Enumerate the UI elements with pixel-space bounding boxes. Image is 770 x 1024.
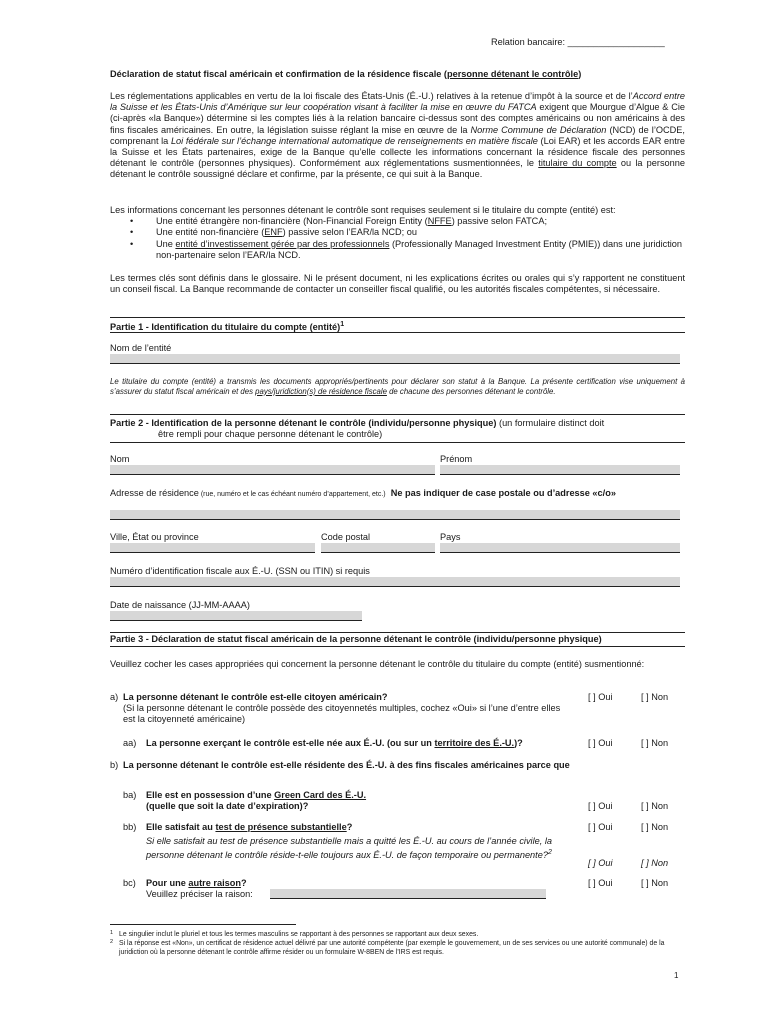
bullet-icon: •	[130, 216, 134, 227]
title-link: personne détenant le contrôle	[447, 69, 579, 79]
page-number: 1	[674, 971, 679, 980]
requirements-intro: Les informations concernant les personnes détenant le contrôle sont requises seulement si le titulaire du compte (entité) est:	[110, 205, 616, 215]
tax-residence-term: pays/juridiction(s) de résidence fiscale	[255, 386, 387, 396]
section-divider	[110, 332, 685, 333]
question-bc-non-checkbox[interactable]: [ ] Non	[641, 878, 669, 888]
question-bc-prefix: bc)	[123, 878, 136, 888]
question-bb-oui-checkbox[interactable]: [ ] Oui	[588, 822, 613, 832]
list-text: ) passive selon l’EAR/la NCD; ou	[282, 227, 417, 238]
footnotes	[110, 931, 685, 957]
enf-term: ENF	[264, 227, 283, 238]
list-text: Une	[156, 238, 176, 249]
title-end: )	[578, 69, 582, 79]
adresse-warning: Ne pas indiquer de case postale ou d’adresse «c/o»	[390, 488, 616, 498]
section-divider	[110, 317, 685, 318]
question-bb-non-checkbox[interactable]: [ ] Non	[641, 822, 669, 832]
reason-label: Veuillez préciser la raison:	[146, 889, 253, 899]
footnote-item	[110, 931, 685, 940]
list-text: Une entité étrangère non-financière (Non-Financial Foreign Entity (	[156, 216, 428, 227]
followup-text: Si elle satisfait au test de présence substantielle mais a quitté les É.-U. au cours de l’année civile, la personne détenant le contrôle réside-t-elle toujours aux É.-U. de façon temporaire ou permanente?	[146, 836, 552, 861]
list-text: (Professionally Managed Investment Entity (PMIE)) dans une juridiction non-partenaire selon l’EAR/la NCD.	[156, 238, 683, 260]
intro-text: (Loi EAR) et les accords EAR entre la Suisse et les États partenaires, exige de la Banque qu’elle collecte les informations concernant la résidence fiscale des personnes détenant le contrôle (personnes physiques). Conformément aux réglementations susmentionnées, le	[110, 135, 685, 169]
nffe-term: NFFE	[427, 216, 452, 227]
part1-note	[110, 377, 685, 396]
intro-text: exigent que Mourgue d’Algue & Cie (ci-après «la Banque») détermine si les comptes liés à la relation bancaire ci-dessus sont des comptes américains ou non américains à des fins fiscales américaines. En outre, la législation suisse réglant la mise en œuvre de la	[110, 102, 685, 135]
question-a	[123, 692, 563, 726]
footnote-number: 1	[110, 930, 114, 936]
footnote-ref: 1	[340, 321, 345, 328]
question-aa-text: )?	[514, 738, 523, 748]
question-bb-followup-oui-checkbox[interactable]: [ ] Oui	[588, 858, 613, 868]
nom-label: Nom	[110, 454, 130, 464]
reason-field[interactable]	[270, 889, 546, 899]
section-divider	[110, 442, 685, 443]
question-aa	[146, 738, 576, 749]
intro-paragraph	[110, 91, 685, 181]
fatca-agreement-title: Accord entre la Suisse et les États-Unis d’Amérique sur leur coopération visant à faciliter la mise en œuvre du FATCA	[110, 91, 685, 113]
prenom-label: Prénom	[440, 454, 473, 464]
question-ba-text: Elle est en possession d’une	[146, 790, 275, 800]
prenom-field[interactable]	[440, 465, 680, 475]
part3-intro: Veuillez cocher les cases appropriées qui concernent la personne détenant le contrôle du titulaire du compte (entité) susmentionné:	[110, 659, 645, 669]
question-b: La personne détenant le contrôle est-elle résidente des É.-U. à des fins fiscales américaines parce que	[123, 760, 570, 770]
list-item	[110, 216, 685, 227]
disclaimer-paragraph: Les termes clés sont définis dans le glossaire. Ni le présent document, ni les explications écrites ou orales qui s’y rapportent ne constituent un conseil fiscal. La Banque recommande de contacter un conseiller fiscal qualifié, ou les autorités fiscales compétentes, si nécessaire.	[110, 273, 685, 295]
question-bb-text: ?	[346, 822, 353, 832]
footnote-item	[110, 940, 685, 958]
intro-text: Les réglementations applicables en vertu de la loi fiscale des États-Unis (É.-U.) relatives à la retenue d’impôt à la source et de l’	[110, 91, 633, 101]
ville-field[interactable]	[110, 543, 315, 553]
question-ba	[146, 790, 566, 812]
substantial-presence-term: test de présence substantielle	[215, 822, 347, 832]
nif-field[interactable]	[110, 577, 680, 587]
question-bc-oui-checkbox[interactable]: [ ] Oui	[588, 878, 613, 888]
adresse-hint: (rue, numéro et le cas échéant numéro d’appartement, etc.)	[198, 491, 386, 498]
document-title	[110, 69, 685, 80]
list-text: Une entité non-financière (	[156, 227, 265, 238]
question-a-oui-checkbox[interactable]: [ ] Oui	[588, 692, 613, 702]
question-ba-non-checkbox[interactable]: [ ] Non	[641, 801, 669, 811]
question-bb-followup	[146, 836, 566, 861]
list-item	[110, 239, 685, 261]
title-main: Déclaration de statut fiscal américain et confirmation de la résidence fiscale (	[110, 69, 447, 79]
titulaire-link: titulaire du compte	[538, 158, 617, 169]
ville-label: Ville, État ou province	[110, 532, 199, 542]
list-text: ) passive selon FATCA;	[451, 216, 547, 227]
question-ba-oui-checkbox[interactable]: [ ] Oui	[588, 801, 613, 811]
question-bb-followup-non-checkbox[interactable]: [ ] Non	[641, 858, 669, 868]
bullet-icon: •	[130, 238, 134, 249]
part1-title-text: Partie 1 - Identification du titulaire du compte (entité)	[110, 322, 341, 333]
section-divider	[110, 414, 685, 415]
question-bb	[146, 822, 566, 833]
entity-requirements	[110, 205, 685, 261]
green-card-term: Green Card des É.-U.	[274, 790, 367, 800]
question-b-prefix: b)	[110, 760, 119, 770]
part2-title-tail: (un formulaire distinct doit	[496, 418, 605, 428]
question-bc	[146, 878, 346, 889]
intro-text: (NCD) de l’OCDE, comprenant la	[110, 124, 685, 146]
ncd-name: Norme Commune de Déclaration	[470, 124, 607, 135]
code-postal-label: Code postal	[321, 532, 371, 542]
bullet-icon: •	[130, 227, 134, 238]
question-aa-prefix: aa)	[123, 738, 137, 748]
adresse-text: Adresse de résidence	[110, 488, 199, 498]
relation-bancaire-label: Relation bancaire: ___________________	[491, 37, 665, 47]
part2-title-text: Partie 2 - Identification de la personne détenant le contrôle (individu/personne physique)	[110, 418, 497, 428]
entity-name-field[interactable]	[110, 354, 680, 364]
footnote-ref: 2	[547, 849, 552, 857]
question-bb-prefix: bb)	[123, 822, 137, 832]
adresse-label	[110, 488, 670, 500]
ddn-label: Date de naissance (JJ-MM-AAAA)	[110, 600, 250, 610]
nom-field[interactable]	[110, 465, 435, 475]
part2-title	[110, 418, 685, 429]
question-bc-text: Pour une	[146, 878, 189, 888]
footnote-text: Le singulier inclut le pluriel et tous les termes masculins se rapportant à des personnes se rapportant aux deux sexes.	[119, 931, 479, 938]
question-a-prefix: a)	[110, 692, 119, 702]
entity-name-label: Nom de l’entité	[110, 343, 172, 353]
part3-title: Partie 3 - Déclaration de statut fiscal américain de la personne détenant le contrôle (individu/personne physique)	[110, 634, 602, 644]
other-reason-term: autre raison	[188, 878, 241, 888]
question-a-non-checkbox[interactable]: [ ] Non	[641, 692, 669, 702]
us-territory-term: territoire des É.-U.	[434, 738, 515, 748]
question-a-hint: (Si la personne détenant le contrôle possède des citoyennetés multiples, cochez «Oui» si l’une d’entre elles est la citoyenneté américaine)	[123, 703, 561, 725]
question-bc-text: ?	[240, 878, 247, 888]
code-postal-field[interactable]	[321, 543, 435, 553]
question-ba-prefix: ba)	[123, 790, 137, 800]
question-aa-oui-checkbox[interactable]: [ ] Oui	[588, 738, 613, 748]
part2-title-line2: être rempli pour chaque personne détenant le contrôle)	[158, 429, 383, 439]
pays-label: Pays	[440, 532, 461, 542]
footnote-separator	[110, 924, 296, 925]
question-a-text: La personne détenant le contrôle est-elle citoyen américain?	[123, 692, 388, 702]
footnote-number: 2	[110, 938, 114, 945]
question-ba-text-line2: (quelle que soit la date d’expiration)?	[146, 801, 309, 812]
entity-types-list	[110, 216, 685, 261]
ddn-field[interactable]	[110, 611, 362, 621]
question-aa-text: La personne exerçant le contrôle est-elle née aux É.-U. (ou sur un	[146, 738, 435, 748]
pays-field[interactable]	[440, 543, 680, 553]
pmie-term: entité d’investissement gérée par des professionnels	[175, 238, 390, 249]
note-text: de chacune des personnes détenant le contrôle.	[386, 386, 556, 396]
note-text: Le titulaire du compte (entité) a transmis les documents appropriés/pertinents pour déclarer son statut à la Banque. La présente certification vise uniquement à s’assurer du statut fiscal américain et des	[110, 377, 685, 396]
list-item	[110, 227, 685, 238]
section-divider	[110, 632, 685, 633]
ear-law-name: Loi fédérale sur l’échange international automatique de renseignements en matière fiscale	[170, 135, 538, 146]
question-aa-non-checkbox[interactable]: [ ] Non	[641, 738, 669, 748]
adresse-field[interactable]	[110, 510, 680, 520]
section-divider	[110, 646, 685, 647]
nif-label: Numéro d’identification fiscale aux É.-U. (SSN ou ITIN) si requis	[110, 566, 370, 576]
intro-text: ou la personne détenant le contrôle soussigné déclare et confirme, par la présente, ce qui suit à la Banque.	[110, 158, 685, 180]
footnote-text: Si la réponse est «Non», un certificat de résidence actuel délivré par une autorité compétente (par exemple le gouvernement, un de ses services ou une autorité communale) de la juridiction où la personne détenant le contrôle affirme résider ou un formulaire W-8BEN de l’IRS est requis.	[119, 939, 665, 956]
question-bb-text: Elle satisfait au	[146, 822, 216, 832]
